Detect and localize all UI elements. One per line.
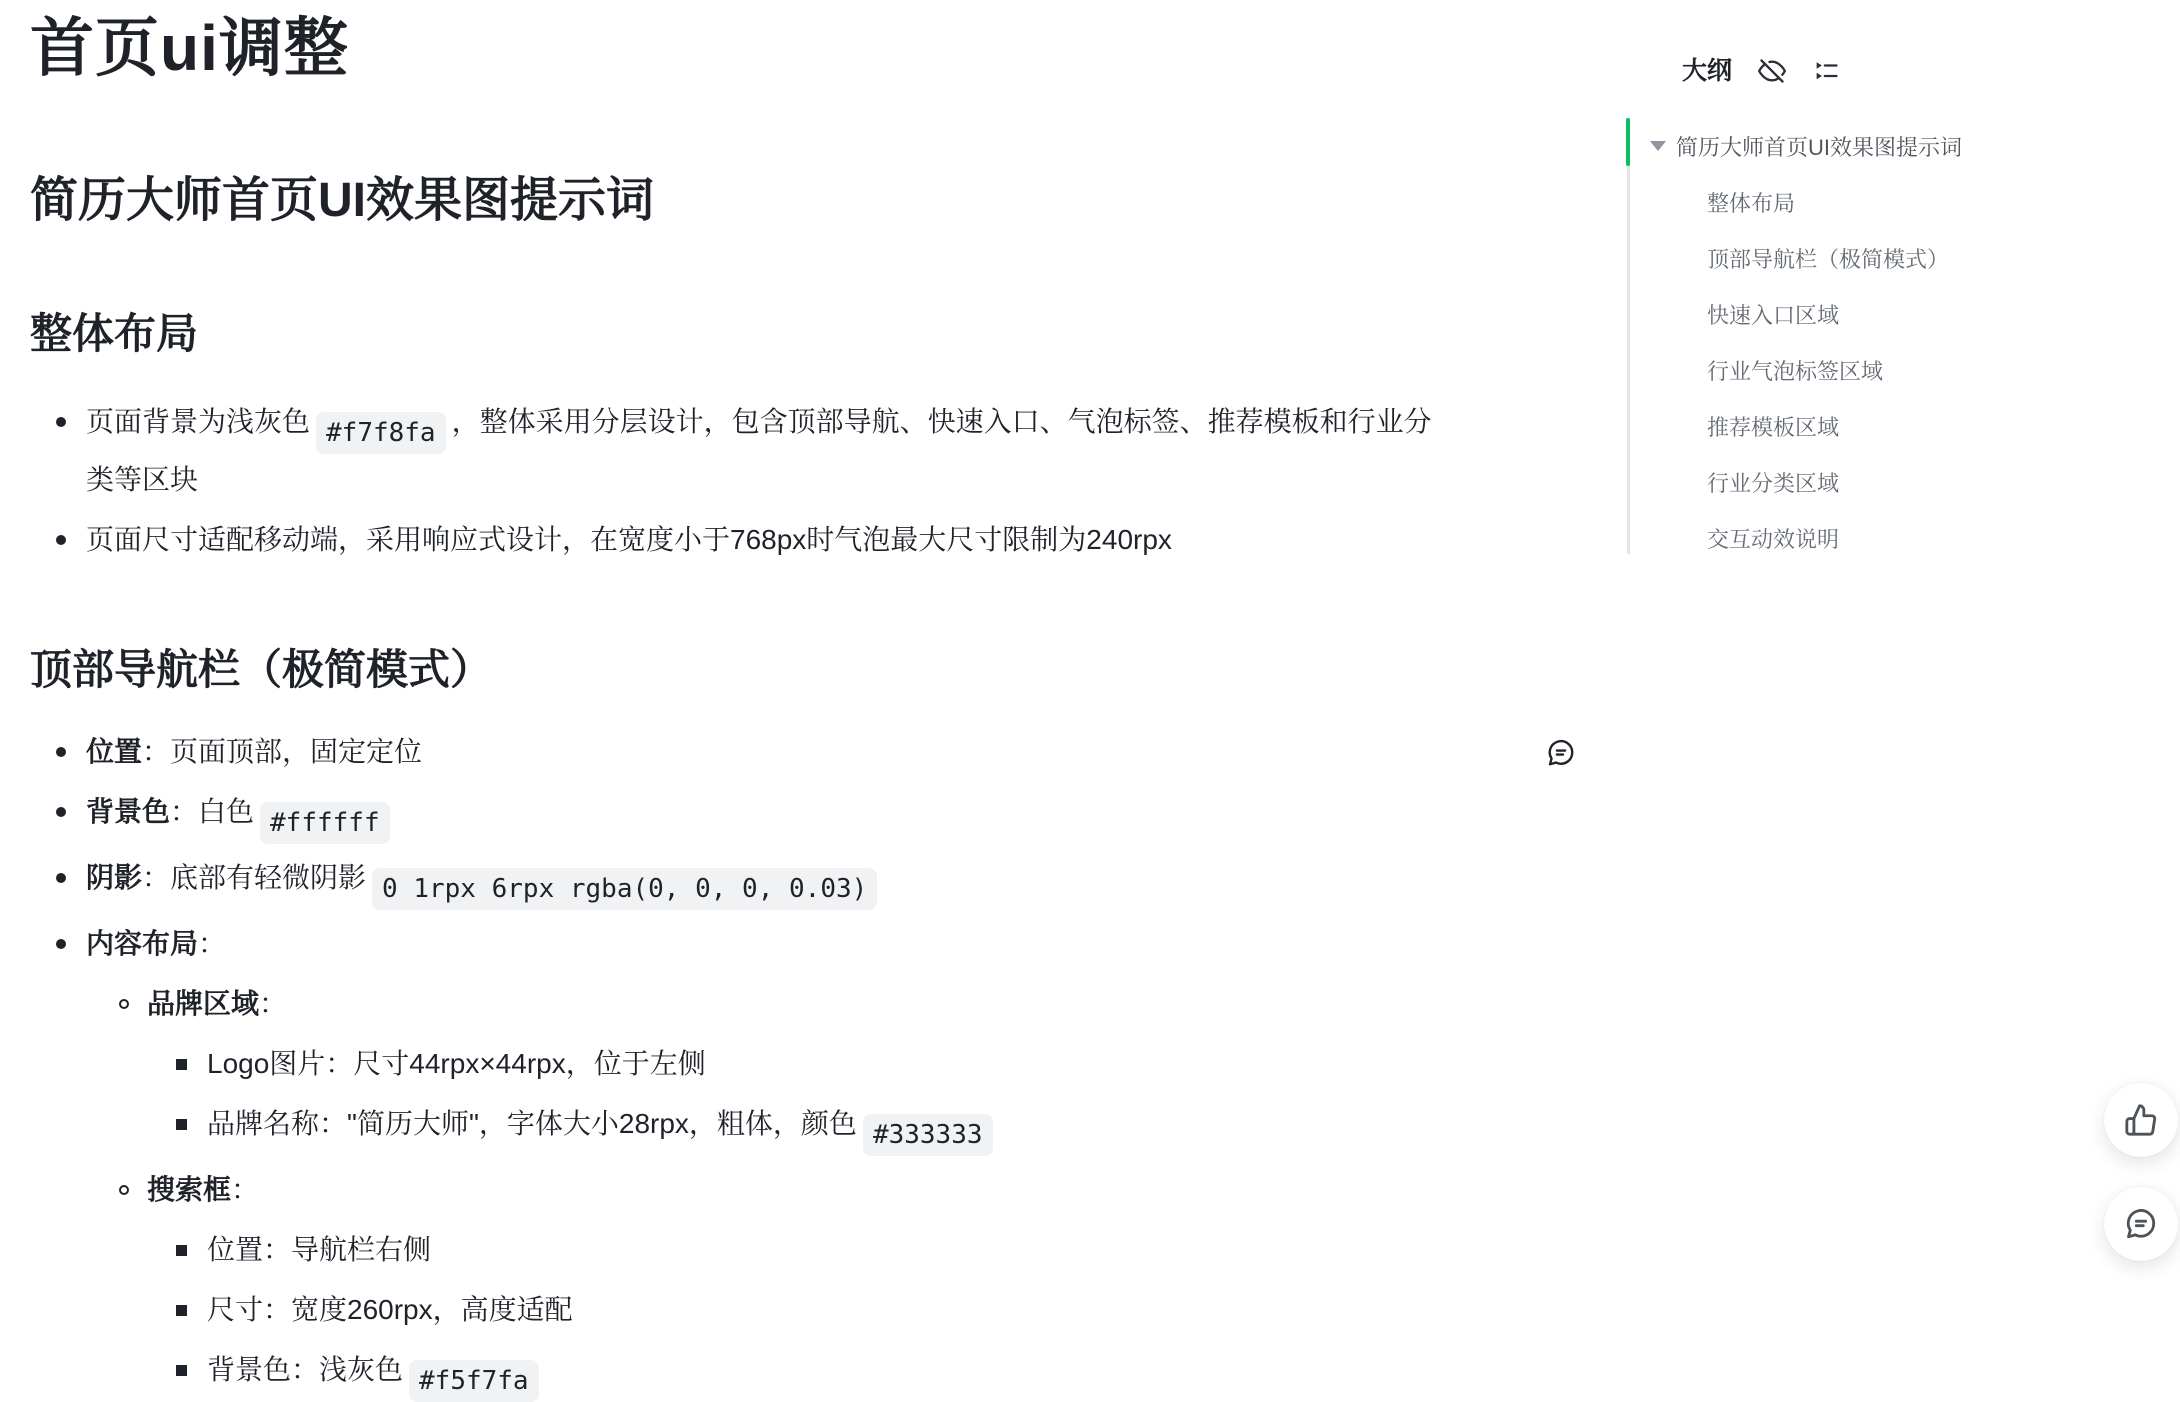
bullet-marker	[176, 1365, 187, 1376]
list-item-text	[207, 1294, 573, 1325]
list-item	[30, 852, 1440, 910]
outline-item-label: 整体布局	[1707, 190, 1796, 216]
outline-item-label: 推荐模板区域	[1707, 414, 1840, 440]
outline-item-label: 行业分类区域	[1707, 470, 1840, 496]
inline-code: #f7f8fa	[316, 412, 446, 454]
outline-item[interactable]	[1650, 286, 2180, 342]
outline-item[interactable]	[1650, 510, 2180, 566]
list-item	[30, 396, 1440, 506]
bold-text: 背景色	[86, 796, 171, 827]
text-segment: ：底部有轻微阴影	[142, 862, 367, 893]
comment-icon	[2124, 1207, 2158, 1241]
bullet-marker	[56, 747, 66, 757]
text-segment: ：	[198, 928, 227, 959]
inline-code: #333333	[863, 1114, 993, 1156]
outline-item[interactable]	[1650, 174, 2180, 230]
text-segment: ：	[259, 988, 288, 1019]
list-item	[30, 918, 1440, 970]
heading-h2: 简历大师首页UI效果图提示词	[30, 174, 655, 227]
list-item	[30, 978, 1440, 1030]
outline-item[interactable]	[1650, 118, 2180, 174]
bold-text: 位置	[86, 736, 143, 767]
heading-h3-top-navbar: 顶部导航栏（极简模式）	[30, 646, 493, 693]
text-segment: 位置：导航栏右侧	[207, 1234, 432, 1265]
outline-item-label: 行业气泡标签区域	[1707, 358, 1884, 384]
bold-text: 品牌区域	[147, 988, 260, 1019]
text-segment: ：白色	[170, 796, 255, 827]
outline-item-label: 快速入口区域	[1707, 302, 1840, 328]
bold-text: 搜索框	[147, 1174, 232, 1205]
list-item	[30, 1224, 1440, 1276]
bullet-marker	[176, 1305, 187, 1316]
like-button[interactable]	[2104, 1083, 2178, 1157]
text-segment: 页面背景为浅灰色	[86, 406, 311, 437]
list-item	[30, 726, 1440, 778]
list-item-text	[147, 1174, 259, 1205]
text-segment: 背景色：浅灰色	[207, 1354, 404, 1385]
inline-code: 0 1rpx 6rpx rgba(0, 0, 0, 0.03)	[372, 868, 877, 910]
outline-item[interactable]	[1650, 230, 2180, 286]
outline-list	[1650, 118, 2180, 566]
list-item-text	[147, 988, 287, 1019]
text-segment: Logo图片：尺寸44rpx×44rpx，位于左侧	[207, 1048, 706, 1079]
list-item-text	[207, 1108, 999, 1150]
outline-header	[1682, 55, 1840, 87]
outline-item[interactable]	[1650, 454, 2180, 510]
bullet-marker	[176, 1059, 187, 1070]
outline-item[interactable]	[1650, 398, 2180, 454]
outline-list-icon[interactable]	[1812, 57, 1840, 85]
outline-item-label: 交互动效说明	[1707, 526, 1840, 552]
list-item	[30, 1164, 1440, 1216]
bullet-marker	[56, 873, 66, 883]
bullet-list-top-navbar	[30, 726, 1440, 1402]
list-item	[30, 786, 1440, 844]
outline-active-indicator	[1626, 118, 1630, 166]
outline-rail	[1627, 118, 1630, 554]
bold-text: 内容布局	[86, 928, 199, 959]
bullet-list-overall-layout	[30, 396, 1440, 566]
outline-item[interactable]	[1650, 342, 2180, 398]
bullet-marker	[176, 1245, 187, 1256]
heading-h3-overall-layout: 整体布局	[30, 310, 199, 357]
text-segment: 页面尺寸适配移动端，采用响应式设计，在宽度小于768px时气泡最大尺寸限制为240rpx	[86, 524, 1172, 555]
list-item	[30, 1344, 1440, 1402]
list-item-text	[207, 1048, 706, 1079]
list-item-text	[86, 862, 883, 904]
list-item-text	[86, 524, 1172, 555]
list-item-text	[86, 736, 422, 767]
list-item-text	[86, 406, 1432, 495]
list-item	[30, 1284, 1440, 1336]
bullet-marker	[56, 807, 66, 817]
collapse-triangle-icon[interactable]	[1650, 141, 1666, 151]
list-item-text	[86, 928, 226, 959]
list-item	[30, 514, 1440, 566]
list-item	[30, 1038, 1440, 1090]
list-item-text	[207, 1354, 545, 1396]
page-title: 首页ui调整	[30, 12, 349, 84]
bullet-marker	[56, 939, 66, 949]
list-item-text	[207, 1234, 431, 1265]
outline-item-label: 简历大师首页UI效果图提示词	[1676, 134, 1963, 160]
bullet-marker	[119, 999, 129, 1009]
text-segment: ：	[231, 1174, 260, 1205]
inline-code: #ffffff	[260, 802, 390, 844]
text-segment: ：页面顶部，固定定位	[142, 736, 423, 767]
list-item	[30, 1098, 1440, 1156]
comment-button[interactable]	[2104, 1187, 2178, 1261]
list-item-text	[86, 796, 396, 838]
outline-title: 大纲	[1682, 57, 1733, 85]
outline-item-label: 顶部导航栏（极简模式）	[1707, 246, 1950, 272]
bullet-marker	[176, 1119, 187, 1130]
inline-code: #f5f7fa	[409, 1360, 539, 1402]
text-segment: 品牌名称："简历大师"，字体大小28rpx，粗体，颜色	[207, 1108, 857, 1139]
text-segment: 尺寸：宽度260rpx，高度适配	[207, 1294, 573, 1325]
bold-text: 阴影	[86, 862, 143, 893]
comment-indicator-icon[interactable]	[1546, 738, 1576, 768]
text-segment: ，整体采用分层设计，包含顶部导航、快速入口、气泡标签、推荐模板和行业分类等区块	[86, 406, 1432, 495]
bullet-marker	[56, 535, 66, 545]
bullet-marker	[56, 417, 66, 427]
thumbs-up-icon	[2124, 1103, 2158, 1137]
document-body	[30, 0, 1440, 1402]
hide-outline-icon[interactable]	[1758, 57, 1786, 85]
bullet-marker	[119, 1185, 129, 1195]
